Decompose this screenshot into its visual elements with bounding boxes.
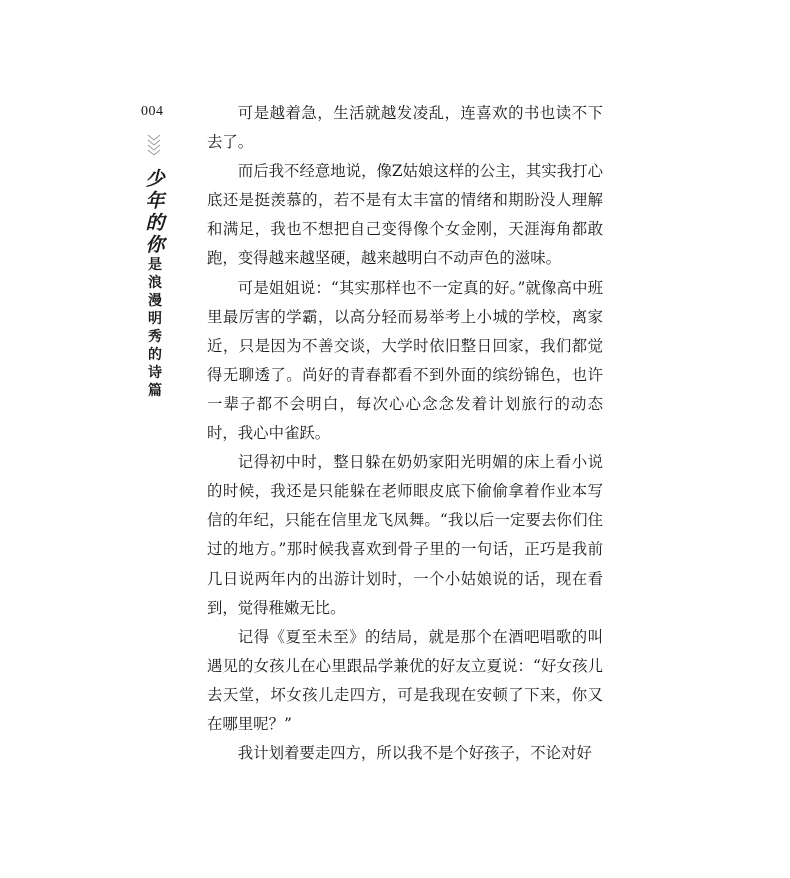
book-subtitle-char: 漫	[148, 293, 162, 309]
book-subtitle-char: 秀	[148, 329, 162, 345]
page-number: 004	[141, 104, 164, 119]
book-subtitle-char: 的	[148, 347, 162, 363]
paragraph: 我计划着要走四方，所以我不是个好孩子，不论对好	[237, 744, 592, 763]
book-subtitle-char: 是	[148, 257, 162, 273]
paragraph: 而后我不经意地说，像Z姑娘这样的公主，其实我打心底还是挺羡慕的，若不是有太丰富的情绪和期盼没人理解和满足，我也不想把自己变得像个女金刚，天涯海角都敢跑，变得越来越坚硬，越来越明白不动声色的滋味。	[207, 162, 603, 268]
book-subtitle-char: 篇	[148, 383, 162, 399]
paragraph: 记得初中时，整日躲在奶奶家阳光明媚的床上看小说的时候，我还是只能躲在老师眼皮底下偷偷拿着作业本写信的年纪，只能在信里龙飞凤舞。“我以后一定要去你们住过的地方。”那时候我喜欢到骨子里的一句话，正巧是我前几日说两年内的出游计划时，一个小姑娘说的话，现在看到，觉得稚嫩无比。	[207, 453, 603, 617]
book-title-char: 的	[145, 212, 165, 234]
book-subtitle-char: 明	[148, 311, 162, 327]
chevron-down-icon	[147, 133, 161, 159]
paragraph: 记得《夏至未至》的结局，就是那个在酒吧唱歌的叫遇见的女孩儿在心里跟品学兼优的好友立夏说：“好女孩儿去天堂，坏女孩儿走四方，可是我现在安顿了下来，你又在哪里呢？”	[207, 627, 603, 733]
book-title-vertical	[143, 168, 167, 400]
book-title-char: 年	[145, 190, 165, 212]
paragraph: 可是越着急，生活就越发凌乱，连喜欢的书也读不下去了。	[207, 104, 603, 152]
body-text	[207, 99, 603, 768]
book-subtitle-char: 浪	[148, 275, 162, 291]
book-title-char: 少	[145, 168, 165, 190]
book-title-char: 你	[145, 234, 165, 256]
paragraph: 可是姐姐说：“其实那样也不一定真的好。”就像高中班里最厉害的学霸，以高分轻而易举考上小城的学校，离家近，只是因为不善交谈，大学时依旧整日回家，我们都觉得无聊透了。尚好的青春都看不到外面的缤纷锦色，也许一辈子都不会明白，每次心心念念发着计划旅行的动态时，我心中雀跃。	[207, 278, 603, 443]
book-subtitle-char: 诗	[148, 365, 162, 381]
